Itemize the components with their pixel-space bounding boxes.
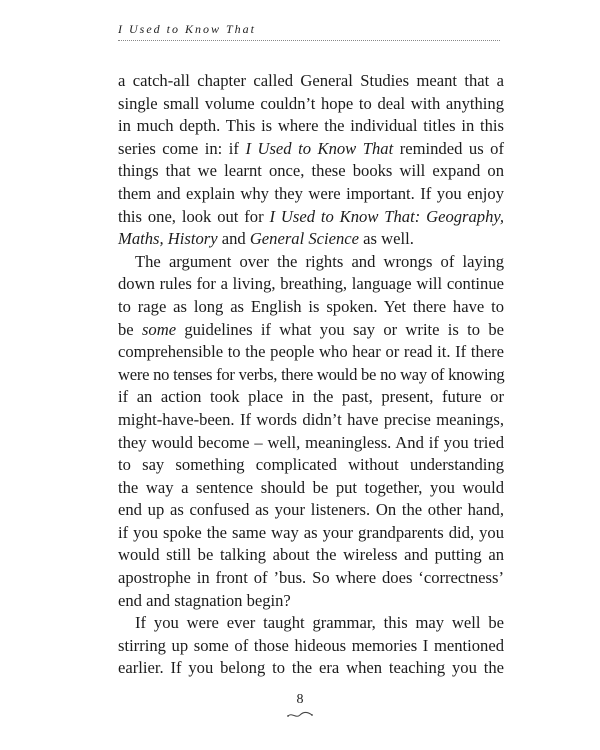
text-line: The argument over the rights and wrongs of laying	[135, 251, 504, 271]
text-run: be	[118, 319, 142, 339]
text-line: comprehensible to the people who hear or read it. If there	[118, 342, 504, 362]
paragraph-1	[118, 70, 504, 251]
text-run: this one, look out for	[118, 206, 270, 226]
text-line: If you were ever taught grammar, this may well be	[135, 613, 504, 633]
text-line: apostrophe in front of ’bus. So where does ‘correctness’	[118, 568, 504, 588]
text-line: they would become – well, meaningless. And if you tried	[118, 432, 504, 452]
text-line: down rules for a living, breathing, language will continue	[118, 274, 504, 294]
text-line: earlier. If you belong to the era when teaching you the	[118, 658, 504, 678]
text-line: things that we learnt once, these books will expand on	[118, 161, 504, 181]
text-line: might-have-been. If words didn’t have precise meanings,	[118, 409, 504, 429]
flourish-ornament-icon	[286, 710, 314, 720]
text-line: a catch-all chapter called General Studies meant that a	[118, 71, 504, 90]
text-line: were no tenses for verbs, there would be no way of knowing	[118, 364, 505, 384]
text-line	[118, 138, 504, 161]
text-line: the way a sentence should be put together, you would	[118, 477, 504, 497]
text-line: single small volume couldn’t hope to deal with anything	[118, 93, 504, 113]
text-line: them and explain why they were important. If you enjoy	[118, 183, 504, 203]
text-line: to say something complicated without understanding	[118, 455, 504, 475]
body-text	[118, 70, 504, 680]
text-run: guidelines if what you say or write is to be	[176, 319, 505, 339]
emphasis-italic: some	[141, 319, 177, 339]
text-line: would still be talking about the wireless and putting an	[118, 545, 504, 565]
page-number: 8	[296, 692, 304, 707]
book-title-italic: General Science	[249, 229, 360, 249]
text-run: series come in: if	[118, 138, 246, 158]
text-run: and	[217, 229, 250, 249]
book-title-italic: Maths, History	[118, 229, 218, 249]
paragraph-2	[118, 251, 504, 613]
paragraph-3	[118, 612, 504, 680]
text-run: as well.	[359, 229, 414, 249]
text-line: in much depth. This is where the individual titles in this	[118, 116, 504, 136]
text-line: to rage as long as English is spoken. Yet there have to	[118, 296, 504, 316]
running-header: I Used to Know That	[118, 22, 257, 36]
text-run: reminded us of	[393, 138, 504, 158]
text-line: if an action took place in the past, present, future or	[118, 387, 504, 407]
text-line	[118, 319, 504, 342]
text-line	[118, 228, 504, 251]
header-rule	[118, 40, 500, 41]
text-line: end up as confused as your listeners. On the other hand,	[118, 500, 504, 520]
book-title-italic: I Used to Know That	[245, 138, 394, 158]
book-title-italic: I Used to Know That: Geography,	[269, 206, 504, 226]
text-line: if you spoke the same way as your grandparents did, you	[118, 522, 504, 542]
text-line	[118, 206, 504, 229]
text-line: stirring up some of those hideous memories I mentioned	[118, 635, 504, 655]
text-line: end and stagnation begin?	[118, 590, 291, 610]
